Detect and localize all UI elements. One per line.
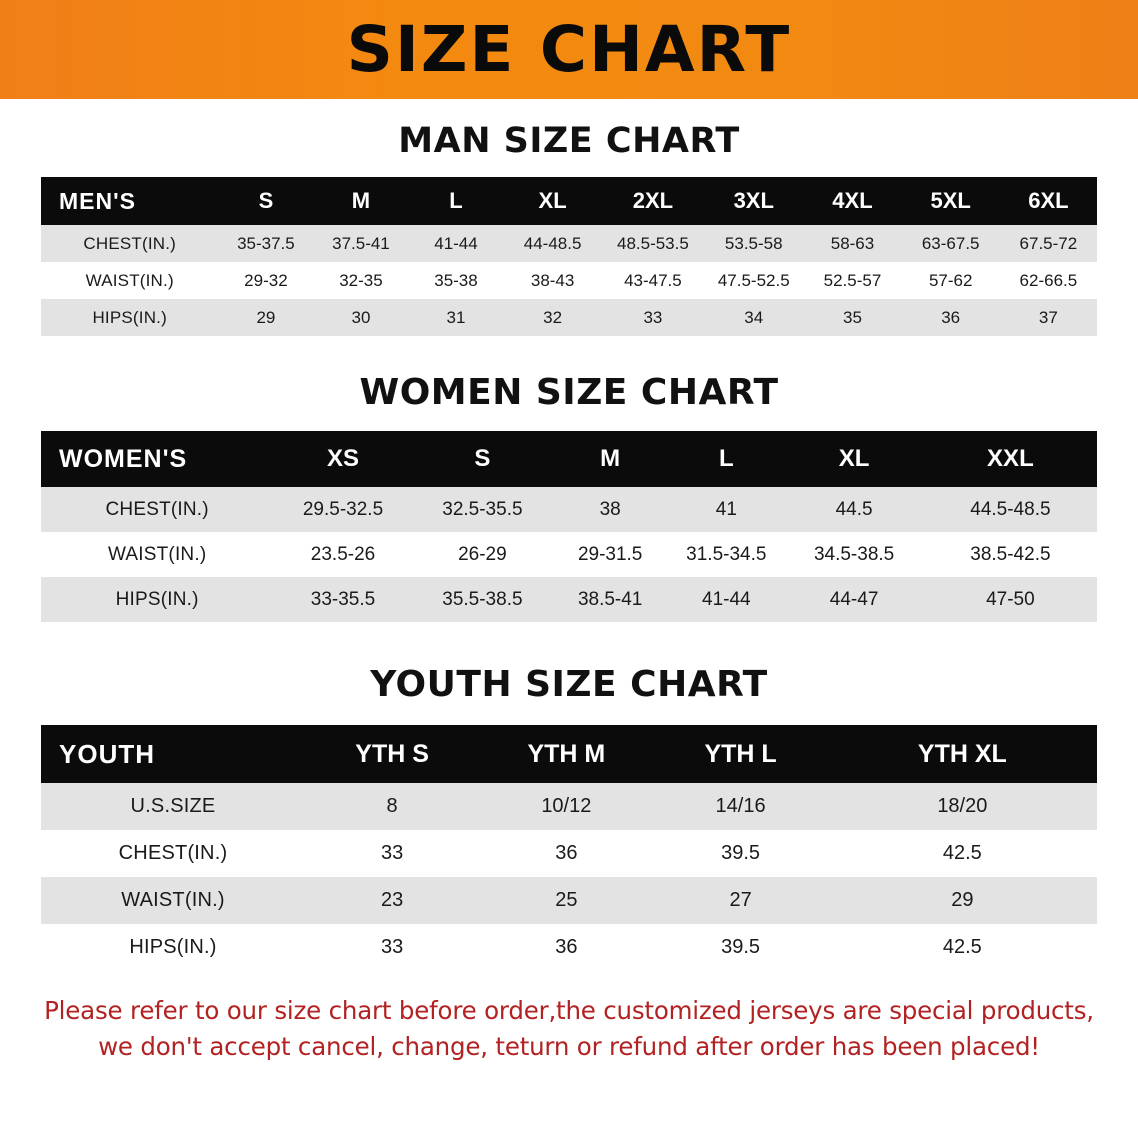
table-cell: 42.5: [942, 936, 982, 958]
table-cell: 41-44: [434, 233, 478, 253]
table-cell: 10/12: [541, 795, 592, 817]
col-header: 5XL: [930, 188, 971, 213]
page-title: SIZE CHART: [346, 13, 792, 86]
table-cell: 31.5-34.5: [686, 543, 767, 565]
table-cell: 31: [446, 307, 466, 327]
table-cell: 29.5-32.5: [302, 498, 384, 520]
col-header: WOMEN'S: [59, 444, 188, 473]
table-cell: 18/20: [937, 795, 988, 817]
policy-note: [40, 993, 1098, 1064]
table-cell: 63-67.5: [921, 233, 980, 253]
table-row: [41, 783, 1097, 830]
table-cell: 34.5-38.5: [813, 543, 895, 565]
table-cell: 36: [555, 842, 578, 864]
col-header: M: [351, 188, 371, 213]
table-cell: 39.5: [721, 842, 761, 864]
row-label: WAIST(IN.): [121, 889, 225, 911]
table-cell: 27: [729, 889, 752, 911]
table-header-row: [41, 177, 1097, 225]
col-header: YTH S: [355, 739, 429, 768]
table-cell: 47.5-52.5: [717, 270, 790, 290]
table-row: [41, 924, 1097, 971]
table-header-row: [41, 725, 1097, 783]
row-label: WAIST(IN.): [107, 543, 207, 565]
table-cell: 32-35: [339, 270, 383, 290]
table-cell: 43-47.5: [624, 270, 682, 290]
col-header: XS: [327, 445, 360, 472]
table-cell: 35: [843, 307, 862, 327]
col-header: 6XL: [1028, 188, 1069, 213]
table-cell: 41-44: [702, 588, 751, 610]
table-row: [41, 299, 1097, 336]
policy-note-line-2: we don't accept cancel, change, teturn or refund after order has been placed!: [98, 1031, 1040, 1061]
table-cell: 36: [555, 936, 578, 958]
col-header: L: [718, 445, 734, 472]
col-header: YTH M: [527, 739, 606, 768]
table-cell: 26-29: [458, 543, 507, 565]
col-header: XL: [538, 188, 567, 213]
table-cell: 8: [386, 795, 398, 817]
table-cell: 29-31.5: [577, 543, 643, 565]
col-header: XXL: [987, 445, 1034, 472]
table-cell: 35-38: [434, 270, 478, 290]
col-header: S: [474, 445, 491, 472]
col-header: L: [449, 188, 463, 213]
table-row: [41, 830, 1097, 877]
table-cell: 42.5: [942, 842, 982, 864]
table-cell: 33: [643, 307, 663, 327]
col-header: S: [258, 188, 274, 213]
table-cell: 62-66.5: [1019, 270, 1078, 290]
col-header: 3XL: [733, 188, 774, 213]
table-cell: 25: [555, 889, 578, 911]
table-row: [41, 225, 1097, 262]
row-label: WAIST(IN.): [85, 270, 174, 290]
row-label: HIPS(IN.): [129, 936, 217, 958]
table-cell: 44-48.5: [523, 233, 582, 253]
row-label: HIPS(IN.): [115, 588, 199, 610]
table-cell: 41: [715, 498, 737, 520]
row-label: CHEST(IN.): [83, 233, 177, 253]
table-cell: 52.5-57: [823, 270, 882, 290]
women-section-heading: WOMEN SIZE CHART: [359, 372, 779, 413]
col-header: 2XL: [632, 188, 674, 213]
col-header: YOUTH: [59, 738, 155, 769]
man-size-table: [41, 177, 1097, 336]
table-cell: 37.5-41: [332, 233, 390, 253]
table-cell: 33: [380, 936, 404, 958]
table-cell: 39.5: [721, 936, 761, 958]
table-cell: 44.5: [835, 498, 873, 520]
row-label: U.S.SIZE: [130, 795, 216, 817]
youth-size-table-wrap: [41, 725, 1097, 971]
table-cell: 44.5-48.5: [970, 498, 1051, 520]
table-cell: 44-47: [829, 588, 879, 610]
table-row: [41, 487, 1097, 532]
table-cell: 35-37.5: [237, 233, 295, 253]
table-cell: 23.5-26: [310, 543, 376, 565]
table-row: [41, 577, 1097, 622]
table-cell: 32.5-35.5: [442, 498, 523, 520]
table-cell: 53.5-58: [724, 233, 783, 253]
col-header: YTH XL: [917, 739, 1007, 768]
youth-size-table: [41, 725, 1097, 971]
table-row: [41, 877, 1097, 924]
table-cell: 48.5-53.5: [616, 233, 689, 253]
table-cell: 32: [543, 307, 563, 327]
col-header: 4XL: [832, 188, 873, 213]
women-size-table-wrap: [41, 431, 1097, 622]
table-cell: 36: [941, 307, 961, 327]
table-cell: 38.5-42.5: [970, 543, 1051, 565]
table-cell: 34: [744, 307, 764, 327]
table-cell: 29: [256, 307, 276, 327]
row-label: CHEST(IN.): [105, 498, 209, 520]
table-cell: 29: [951, 889, 974, 911]
col-header: XL: [838, 445, 870, 472]
table-cell: 29-32: [244, 270, 288, 290]
table-cell: 33-35.5: [310, 588, 376, 610]
table-cell: 57-62: [928, 270, 973, 290]
table-cell: 38-43: [530, 270, 575, 290]
row-label: CHEST(IN.): [118, 842, 228, 864]
table-header-row: [41, 431, 1097, 487]
page-banner: [0, 0, 1138, 99]
table-cell: 37: [1038, 307, 1058, 327]
table-cell: 58-63: [830, 233, 875, 253]
col-header: M: [600, 445, 621, 472]
table-cell: 33: [380, 842, 404, 864]
row-label: HIPS(IN.): [92, 307, 167, 327]
man-size-table-wrap: [41, 177, 1097, 336]
col-header: MEN'S: [59, 187, 136, 214]
table-cell: 14/16: [715, 795, 766, 817]
table-cell: 38: [599, 498, 621, 520]
table-cell: 35.5-38.5: [442, 588, 523, 610]
women-size-table: [41, 431, 1097, 622]
table-row: [41, 532, 1097, 577]
col-header: YTH L: [704, 739, 777, 768]
policy-note-line-1: Please refer to our size chart before order,the customized jerseys are special products,: [44, 996, 1094, 1025]
table-cell: 47-50: [986, 588, 1035, 610]
table-cell: 30: [351, 307, 371, 327]
man-section-heading: MAN SIZE CHART: [398, 121, 740, 161]
table-cell: 67.5-72: [1019, 233, 1078, 253]
table-cell: 38.5-41: [577, 588, 643, 610]
table-row: [41, 262, 1097, 299]
youth-section-heading: YOUTH SIZE CHART: [370, 664, 768, 705]
table-cell: 23: [380, 889, 404, 911]
